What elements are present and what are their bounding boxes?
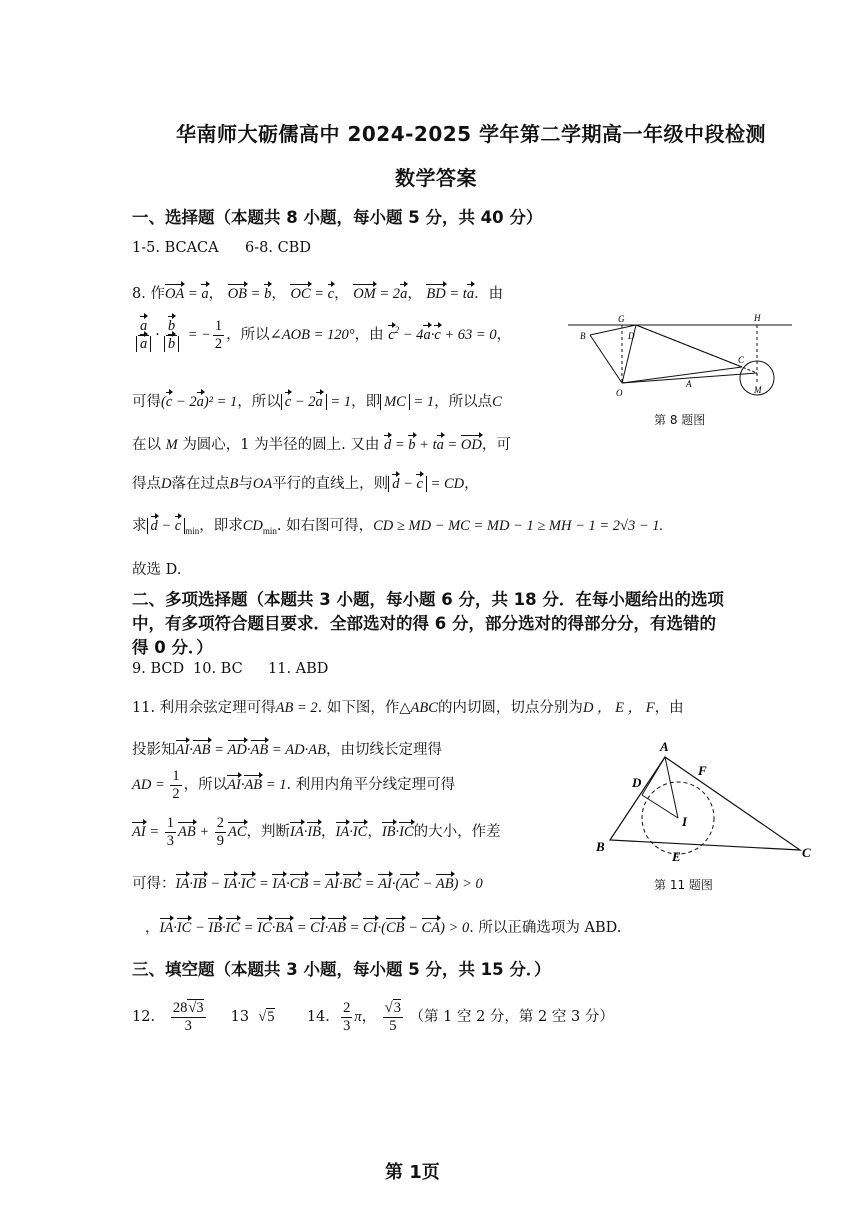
q8-text: ，所以 [226, 327, 270, 344]
q11-text: 11. 利用余弦定理可得 [132, 700, 276, 716]
q11-line-1 [132, 696, 684, 717]
segment-ad [642, 757, 665, 795]
label-b: B [580, 331, 586, 341]
q8-text: ，所以点 [434, 394, 493, 410]
label-g: G [618, 314, 625, 324]
figure-8-diagram [560, 305, 800, 405]
q11-text: 的内切圆，切点分别为 [437, 700, 583, 716]
q8-text: 平行的直线上，则 [272, 476, 389, 492]
q11-line-3: AD = $\frac{1}{2}$ ，所以AI·AB = 1. 利用内角平分线定理可得 [132, 768, 456, 802]
q8-text: 为圆心，1 为半径的圆上. 又由 [182, 437, 380, 453]
q11-text: . 如下图，作△ [317, 700, 411, 716]
q8-text: ，由 [354, 327, 384, 344]
label-m: M [754, 385, 762, 395]
q11-text: . 所以正确选项为 ABD. [469, 920, 622, 936]
q8-text: 8. 作 [132, 286, 165, 302]
document-subtitle: 数学答案 [395, 166, 477, 190]
fill-answers: 12. $\frac{28√3}{3}$ 13 √5 14. $\frac{2}{3}$ π， $\frac{√3}{5}$ （第 1 空 2 分，第 2 空 3 分） [132, 1000, 614, 1034]
q8-line-1: 8. 作OA = a， OB = b， OC = c， OM = 2a， BD = ta．由 [132, 286, 504, 302]
page-number: 第 1页 [385, 1162, 440, 1183]
q14-number: 14. [306, 1009, 330, 1026]
q11-line-4: AI = $\frac{1}{3}$ AB + $\frac{2}{9}$ AC，判断IA·IB，IA·IC，IB·IC的大小，作差 [132, 815, 501, 849]
label-e: E [672, 849, 681, 864]
section-2-heading-line-2: 中，有多项符合题目要求．全部选对的得 6 分，部分选对的得部分分，有选错的 [132, 614, 716, 633]
q8-line-5: 得点D落在过点B与OA平行的直线上，则 d − c = CD， [132, 476, 479, 492]
q11-text: ，所以 [183, 777, 228, 794]
segment-ai [665, 757, 678, 818]
answer-11: 11. ABD [268, 661, 329, 677]
figure-11-diagram [590, 735, 820, 870]
q11-text: . 利用内角平分线定理可得 [286, 777, 456, 794]
q8-text: ．由 [474, 286, 504, 302]
q11-text: 的大小，作差 [413, 824, 501, 841]
label-d: D [628, 331, 635, 341]
label-h: H [754, 313, 761, 323]
q11-text: 可得： [132, 876, 176, 892]
segment-ob [590, 335, 622, 383]
q11-line-2: 投影知AI·AB = AD·AB = AD·AB，由切线长定理得 [132, 742, 442, 758]
q11-text: 投影知 [132, 742, 176, 758]
figure-8-caption: 第 8 题图 [654, 413, 706, 427]
segment-di [642, 795, 678, 818]
q11-line-5: 可得：IA·IB − IA·IC = IA·CB = AI·BC = AI·(AC − AB) > 0 [132, 876, 483, 892]
q8-conclusion: 故选 D. [132, 562, 182, 578]
q8-text: ，即求 [199, 518, 243, 534]
q11-text: ，由切线长定理得 [325, 742, 442, 758]
answers-6-8: 6-8. CBD [245, 240, 311, 256]
q8-line-6: 求 d − c $_{min}$，即求$CD_{min}$. 如右图可得，CD ≥ MD − MC = MD − 1 ≥ MH − 1 = 2√3 − 1. [132, 518, 664, 536]
q8-line-3: 可得(c − 2a)² = 1，所以 c − 2a = 1，即 MC = 1，所以点C [132, 394, 502, 410]
q11-text: ，由 [654, 700, 684, 716]
q11-line-6: ，IA·IC − IB·IC = IC·BA = CI·AB = CI·(CB − CA) > 0. 所以正确选项为 ABD. [145, 920, 622, 936]
q13-number: 13 [230, 1009, 250, 1026]
q8-text: 在以 [132, 437, 161, 453]
label-a: A [660, 739, 669, 754]
label-b: B [596, 839, 605, 854]
q8-text: 可得 [132, 394, 161, 410]
label-o: O [616, 388, 623, 398]
label-f: F [698, 763, 707, 778]
q8-text: 落在过点 [171, 476, 230, 492]
label-a: A [686, 379, 692, 389]
q8-text: 求 [132, 518, 147, 534]
q11-math: ABC [410, 700, 438, 716]
label-d: D [632, 775, 642, 790]
q8-inequality: CD ≥ MD − MC = MD − 1 ≥ MH − 1 = 2√3 − 1. [373, 518, 664, 534]
q8-text: 得点 [132, 476, 161, 492]
section-2-heading-line-1: 二、多项选择题（本题共 3 小题，每小题 6 分，共 18 分．在每小题给出的选项 [132, 590, 724, 609]
answers-1-5: 1-5. BCACA [132, 240, 219, 256]
q8-angle: ∠AOB = 120° [269, 327, 355, 344]
q11-math: AB = 2 [275, 700, 318, 716]
label-c: C [802, 845, 811, 860]
answer-10: 10. BC [193, 661, 243, 677]
section-3-heading: 三、填空题（本题共 3 小题，每小题 5 分，共 15 分．） [132, 960, 551, 979]
section-1-heading: 一、选择题（本题共 8 小题，每小题 5 分，共 40 分） [132, 208, 543, 227]
q8-text: ，所以 [237, 394, 281, 410]
q11-math: D ， E ， F [582, 700, 655, 716]
answer-9: 9. BCD [132, 661, 185, 677]
label-c: C [738, 355, 745, 365]
q8-text: ，可 [481, 437, 511, 453]
q14-scoring-note: （第 1 空 2 分，第 2 空 3 分） [409, 1009, 614, 1026]
q12-number: 12. [132, 1009, 156, 1026]
document-title: 华南师大砺儒高中 2024-2025 学年第二学期高一年级中段检测 [176, 122, 767, 146]
label-i: I [682, 814, 688, 829]
q8-line-2: $\frac{a}{a}$ · $\frac{b}{b}$ = − $\frac{1}{2}$ ，所以∠AOB = 120°，由 $c^2 - 4a\cdot c + 63 = 0$， [132, 318, 511, 352]
q8-text: . 如右图可得， [276, 518, 374, 534]
q8-text: 与 [238, 476, 253, 492]
q11-text: ，判断 [246, 824, 291, 841]
figure-11-caption: 第 11 题图 [654, 878, 713, 892]
q8-line-4: 在以 M 为圆心，1 为半径的圆上. 又由 d = b + ta = OD，可 [132, 437, 511, 453]
section-2-heading-line-3: 得 0 分．） [132, 638, 213, 657]
q8-text: ，即 [351, 394, 381, 410]
